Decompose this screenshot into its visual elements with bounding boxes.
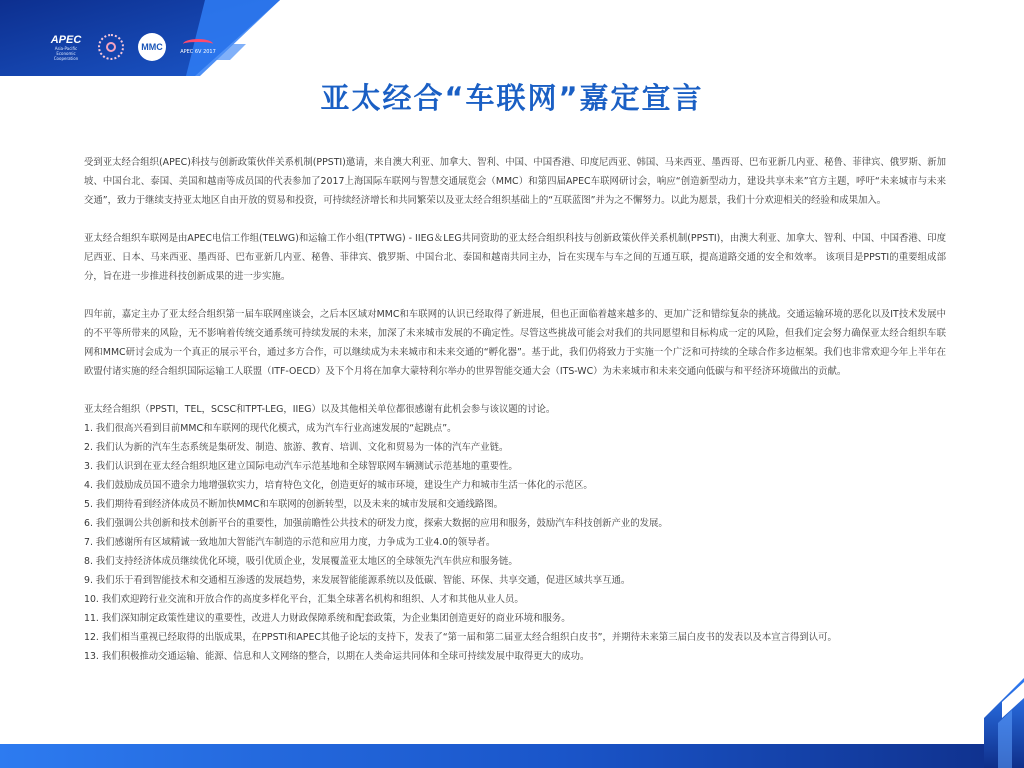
list-item: 1. 我们很高兴看到目前MMC和车联网的现代化模式，成为汽车行业高速发展的“起跳点”。: [84, 423, 457, 434]
apec-logo-subtitle: Asia-Pacific Economic Cooperation: [53, 45, 79, 61]
list-item: 5. 我们期待看到经济体成员不断加快MMC和车联网的创新转型，以及未来的城市发展和交通线路图。: [84, 499, 504, 510]
apec-6v-2017-mark: APEC 6V 2017: [180, 49, 216, 55]
mmc-logo-mark: MMC: [138, 33, 166, 61]
apec-logo-mark: APEC: [50, 33, 82, 46]
list-item: 13. 我们积极推动交通运输、能源、信息和人文网络的整合，以期在人类命运共同体和全球可持续发展中取得更大的成功。: [84, 651, 590, 662]
corner-decoration: [972, 678, 1024, 768]
list-item: 12. 我们相当重视已经取得的出版成果，在PPSTI和APEC其他子论坛的支持下，发表了“第一届和第二届亚太经合组织白皮书”，并期待未来第三届白皮书的发表以及本宣言得到认可。: [84, 632, 837, 643]
page-title: 亚太经合“车联网”嘉定宣言: [320, 81, 704, 115]
list-item: 7. 我们感谢所有区域精诚一致地加大智能汽车制造的示范和应用力度，力争成为工业4.0的领导者。: [84, 537, 496, 548]
list-item: 6. 我们强调公共创新和技术创新平台的重要性，加强前瞻性公共技术的研发力度，探索大数据的应用和服务，鼓励汽车科技创新产业的发展。: [84, 518, 668, 529]
declaration-body: [84, 153, 946, 666]
list-item: 4. 我们鼓励成员国不遗余力地增强软实力，培育特色文化，创造更好的城市环境，建设生产力和城市生活一体化的示范区。: [84, 480, 593, 491]
paragraph: 受到亚太经合组织(APEC)科技与创新政策伙伴关系机制(PPSTI)邀请，来自澳大利亚、加拿大、智利、中国、中国香港、印度尼西亚、韩国、马来西亚、墨西哥、巴布亚新几内亚、秘鲁、菲律宾、俄罗斯、新加坡、中国台北、泰国、美国和越南等成员国的代表参加了2017上海国际车联网与智慧交通展览会（MMC）和第四届APEC车联网研讨会，响应“创造新型动力，建设共享未来”官方主题，呼吁“未来城市与未来交通”，致力于继续支持亚太地区自由开放的贸易和投资，可持续经济增长和共同繁荣以及亚太经合组织基础上的“互联蓝图”并为之不懈努力。以此为愿景，我们十分欢迎相关的经验和成果加入。: [84, 157, 946, 206]
apec-logo: [48, 31, 84, 63]
footer-bar: [0, 744, 1024, 768]
header-banner: [0, 0, 280, 76]
swoosh-icon: [183, 39, 213, 49]
paragraph: 亚太经合组织车联网是由APEC电信工作组(TELWG)和运输工作小组(TPTWG) - IIEG＆LEG共同资助的亚太经合组织科技与创新政策伙伴关系机制(PPSTI)，由澳大利亚、加拿大、智利、中国、中国香港、印度尼西亚、日本、马来西亚、墨西哥、巴布亚新几内亚、秘鲁、菲律宾、俄罗斯、中国台北、泰国和越南共同主办，旨在实现车与车之间的互通互联，提高道路交通的安全和效率。 该项目是PPSTI的重要组成部分，旨在进一步推进科技创新成果的进一步实施。: [84, 233, 946, 282]
mmc-logo: [138, 31, 166, 63]
list-item: 3. 我们认识到在亚太经合组织地区建立国际电动汽车示范基地和全球智联网车辆测试示范基地的重要性。: [84, 461, 518, 472]
ring-emblem-icon: [98, 34, 124, 60]
list-item: 2. 我们认为新的汽车生态系统是集研发、制造、旅游、教育、培训、文化和贸易为一体的汽车产业链。: [84, 442, 509, 453]
list-item: 8. 我们支持经济体成员继续优化环境，吸引优质企业，发展覆盖亚太地区的全球领先汽车供应和服务链。: [84, 556, 518, 567]
sponsor-logos: [48, 30, 216, 64]
list-item: 11. 我们深知制定政策性建议的重要性，改进人力财政保障系统和配套政策，为企业集团创造更好的商业环境和服务。: [84, 613, 571, 624]
paragraph: 四年前，嘉定主办了亚太经合组织第一届车联网座谈会，之后本区域对MMC和车联网的认识已经取得了新进展，但也正面临着越来越多的、更加广泛和错综复杂的挑战。交通运输环境的恶化以及IT技术发展中的不平等所带来的风险，无不影响着传统交通系统可持续发展的未来，加深了未来城市发展的不确定性。尽管这些挑战可能会对我们的共同愿望和目标构成一定的风险，但我们定会努力确保亚太经合组织车联网和MMC研讨会成为一个真正的展示平台，通过多方合作，可以继续成为未来城市和未来交通的“孵化器”。基于此，我们仍将致力于实施一个广泛和可持续的全球合作多边框架。我们也非常欢迎今年上半年在欧盟付诸实施的经合组织国际运输工人联盟（ITF-OECD）及下个月将在加拿大蒙特利尔举办的世界智能交通大会（ITS-WC）为未来城市和未来交通向低碳与和平经济环境做出的贡献。: [84, 309, 946, 377]
list-intro: 亚太经合组织（PPSTI，TEL，SCSC和TPT-LEG，IIEG）以及其他相关单位都很感谢有此机会参与该议题的讨论。: [84, 404, 556, 415]
list-item: 9. 我们乐于看到智能技术和交通相互渗透的发展趋势，来发展智能能源系统以及低碳、智能、环保、共享交通，促进区域共享互通。: [84, 575, 631, 586]
list-item: 10. 我们欢迎跨行业交流和开放合作的高度多样化平台，汇集全球著名机构和组织、人才和其他从业人员。: [84, 594, 524, 605]
apec-6v-2017-logo: [180, 31, 216, 63]
china-2014-logo: [98, 31, 124, 63]
